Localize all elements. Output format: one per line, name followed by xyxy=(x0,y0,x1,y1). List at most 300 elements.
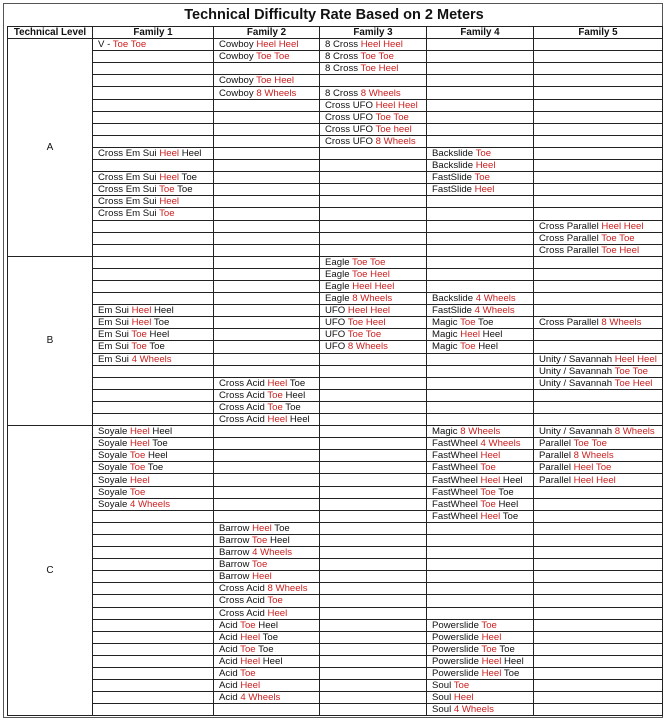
family-5-cell xyxy=(534,293,663,305)
move-variant-text: Heel xyxy=(480,474,501,486)
move-variant-text: Heel xyxy=(481,668,502,680)
move-variant-text: Heel xyxy=(474,184,495,196)
move-name-text: Soyale xyxy=(98,486,130,498)
family-3-cell xyxy=(320,474,427,486)
family-2-cell xyxy=(214,172,320,184)
family-1-cell xyxy=(93,268,214,280)
difficulty-table xyxy=(7,26,663,716)
move-name-text: Soul xyxy=(432,680,454,692)
move-name-text: Heel xyxy=(480,329,503,341)
family-3-cell xyxy=(320,559,427,571)
table-row xyxy=(8,401,663,413)
move-variant-text: 8 Wheels xyxy=(375,135,416,147)
move-name-text: Backslide xyxy=(432,160,476,172)
move-variant-text: Heel xyxy=(131,305,152,317)
family-2-cell xyxy=(214,498,320,510)
family-2-cell xyxy=(214,208,320,220)
move-variant-text: Toe xyxy=(460,341,476,353)
move-name-text: Barrow xyxy=(219,522,253,534)
family-4-cell xyxy=(427,377,534,389)
move-variant-text: Heel xyxy=(267,414,288,426)
family-4-cell xyxy=(427,522,534,534)
move-name-text: Soul xyxy=(432,692,454,704)
family-1-cell xyxy=(93,305,214,317)
move-name-text: Cross Parallel xyxy=(539,220,602,232)
family-4-cell xyxy=(427,438,534,450)
family-5-cell xyxy=(534,450,663,462)
move-variant-text: Heel xyxy=(252,522,272,534)
family-5-cell xyxy=(534,305,663,317)
family-1-cell xyxy=(93,244,214,256)
family-3-cell xyxy=(320,51,427,63)
family-1-cell xyxy=(93,607,214,619)
family-4-cell xyxy=(427,305,534,317)
move-name-text: Em Sui xyxy=(98,341,132,353)
table-row xyxy=(8,39,663,51)
move-variant-text: Toe Toe xyxy=(352,256,386,268)
family-2-cell xyxy=(214,377,320,389)
header-row xyxy=(8,27,663,39)
family-3-cell xyxy=(320,643,427,655)
move-name-text: FastWheel xyxy=(432,438,481,450)
table-row xyxy=(8,377,663,389)
move-name-text: Toe xyxy=(146,341,165,353)
move-variant-text: 4 Wheels xyxy=(240,692,281,704)
family-2-cell xyxy=(214,329,320,341)
family-5-cell xyxy=(534,631,663,643)
move-variant-text: Heel Heel xyxy=(352,281,395,293)
family-4-cell xyxy=(427,51,534,63)
table-row xyxy=(8,389,663,401)
family-5-cell xyxy=(534,692,663,704)
move-name-text: Heel xyxy=(145,450,168,462)
table-row xyxy=(8,438,663,450)
family-1-cell xyxy=(93,510,214,522)
family-2-cell xyxy=(214,268,320,280)
family-2-cell xyxy=(214,462,320,474)
family-2-cell xyxy=(214,220,320,232)
family-1-cell xyxy=(93,692,214,704)
header-family-5: Family 5 xyxy=(534,27,663,39)
move-name-text: Eagle xyxy=(325,256,353,268)
family-2-cell xyxy=(214,293,320,305)
family-4-cell xyxy=(427,160,534,172)
move-name-text: Cross Em Sui xyxy=(98,172,160,184)
family-3-cell xyxy=(320,99,427,111)
move-variant-text: Toe xyxy=(267,401,283,413)
family-5-cell xyxy=(534,135,663,147)
family-5-cell xyxy=(534,172,663,184)
family-5-cell xyxy=(534,147,663,159)
family-3-cell xyxy=(320,280,427,292)
family-3-cell xyxy=(320,534,427,546)
move-name-text: Em Sui xyxy=(98,329,132,341)
move-name-text: Acid xyxy=(219,643,241,655)
move-variant-text: Toe xyxy=(474,172,490,184)
family-4-cell xyxy=(427,389,534,401)
family-3-cell xyxy=(320,147,427,159)
family-3-cell xyxy=(320,87,427,99)
table-row xyxy=(8,75,663,87)
family-5-cell xyxy=(534,232,663,244)
family-3-cell xyxy=(320,123,427,135)
family-2-cell xyxy=(214,680,320,692)
table-row xyxy=(8,607,663,619)
family-5-cell xyxy=(534,498,663,510)
family-1-cell xyxy=(93,87,214,99)
move-variant-text: Heel Heel xyxy=(347,305,391,317)
family-4-cell xyxy=(427,256,534,268)
family-1-cell xyxy=(93,547,214,559)
move-name-text: Powerslide xyxy=(432,655,482,667)
family-4-cell xyxy=(427,583,534,595)
family-2-cell xyxy=(214,595,320,607)
technical-level-cell: C xyxy=(8,426,93,716)
move-name-text: Parallel xyxy=(539,462,574,474)
table-row xyxy=(8,99,663,111)
family-1-cell xyxy=(93,534,214,546)
family-1-cell xyxy=(93,256,214,268)
family-4-cell xyxy=(427,341,534,353)
family-1-cell xyxy=(93,51,214,63)
move-name-text: Powerslide xyxy=(432,668,482,680)
move-name-text: Soyale xyxy=(98,474,130,486)
family-4-cell xyxy=(427,559,534,571)
move-name-text: Toe xyxy=(282,401,301,413)
family-3-cell xyxy=(320,607,427,619)
table-row xyxy=(8,474,663,486)
family-2-cell xyxy=(214,510,320,522)
move-name-text: Toe xyxy=(475,317,494,329)
family-3-cell xyxy=(320,305,427,317)
move-variant-text: Heel xyxy=(159,196,180,208)
family-2-cell xyxy=(214,631,320,643)
move-variant-text: Heel xyxy=(240,631,261,643)
family-4-cell xyxy=(427,232,534,244)
family-1-cell xyxy=(93,631,214,643)
technical-level-cell: B xyxy=(8,256,93,425)
move-variant-text: 8 Wheels xyxy=(360,87,401,99)
move-variant-text: Toe Heel xyxy=(256,75,295,87)
family-3-cell xyxy=(320,498,427,510)
move-variant-text: 8 Wheels xyxy=(352,293,393,305)
header-family-2: Family 2 xyxy=(214,27,320,39)
table-row xyxy=(8,547,663,559)
family-4-cell xyxy=(427,692,534,704)
move-name-text: Magic xyxy=(432,426,461,438)
move-name-text: Cross Parallel xyxy=(539,317,602,329)
move-variant-text: Heel xyxy=(480,510,501,522)
family-4-cell xyxy=(427,680,534,692)
header-family-4: Family 4 xyxy=(427,27,534,39)
move-name-text: UFO xyxy=(325,329,348,341)
move-name-text: Powerslide xyxy=(432,643,482,655)
move-variant-text: 4 Wheels xyxy=(475,293,516,305)
family-1-cell xyxy=(93,111,214,123)
family-5-cell xyxy=(534,401,663,413)
family-5-cell xyxy=(534,341,663,353)
family-5-cell xyxy=(534,486,663,498)
table-row xyxy=(8,329,663,341)
family-5-cell xyxy=(534,559,663,571)
move-name-text: Eagle xyxy=(325,281,353,293)
family-2-cell xyxy=(214,547,320,559)
move-variant-text: Toe Toe xyxy=(601,232,635,244)
family-1-cell xyxy=(93,401,214,413)
family-2-cell xyxy=(214,305,320,317)
header-family-3: Family 3 xyxy=(320,27,427,39)
family-4-cell xyxy=(427,244,534,256)
family-4-cell xyxy=(427,293,534,305)
move-variant-text: Toe Heel xyxy=(601,244,640,256)
family-2-cell xyxy=(214,607,320,619)
table-row xyxy=(8,510,663,522)
family-4-cell xyxy=(427,486,534,498)
move-name-text: 8 Cross xyxy=(325,39,361,51)
move-variant-text: Heel Heel xyxy=(375,99,418,111)
move-name-text: Heel xyxy=(267,534,290,546)
family-2-cell xyxy=(214,559,320,571)
move-name-text: UFO xyxy=(325,305,348,317)
family-5-cell xyxy=(534,414,663,426)
family-4-cell xyxy=(427,329,534,341)
family-3-cell xyxy=(320,172,427,184)
family-5-cell xyxy=(534,51,663,63)
move-variant-text: Heel xyxy=(131,317,152,329)
family-2-cell xyxy=(214,643,320,655)
family-2-cell xyxy=(214,39,320,51)
family-5-cell xyxy=(534,208,663,220)
move-variant-text: 4 Wheels xyxy=(474,305,515,317)
table-row xyxy=(8,220,663,232)
move-variant-text: 4 Wheels xyxy=(131,353,172,365)
move-name-text: Unity / Savannah xyxy=(539,353,615,365)
move-variant-text: Toe xyxy=(129,486,146,498)
family-3-cell xyxy=(320,655,427,667)
move-name-text: Cross Parallel xyxy=(539,232,602,244)
family-4-cell xyxy=(427,704,534,716)
family-2-cell xyxy=(214,135,320,147)
table-row xyxy=(8,244,663,256)
move-name-text: 8 Cross xyxy=(325,51,361,63)
family-5-cell xyxy=(534,353,663,365)
move-variant-text: Toe xyxy=(453,680,470,692)
table-row xyxy=(8,595,663,607)
family-5-cell xyxy=(534,123,663,135)
move-variant-text: Toe heel xyxy=(375,123,412,135)
family-4-cell xyxy=(427,75,534,87)
family-1-cell xyxy=(93,595,214,607)
table-row xyxy=(8,172,663,184)
family-5-cell xyxy=(534,534,663,546)
family-3-cell xyxy=(320,522,427,534)
family-2-cell xyxy=(214,280,320,292)
move-name-text: Toe xyxy=(260,631,279,643)
table-row xyxy=(8,631,663,643)
move-name-text: Heel xyxy=(495,498,519,510)
move-variant-text: Toe xyxy=(240,643,256,655)
family-5-cell xyxy=(534,643,663,655)
family-4-cell xyxy=(427,99,534,111)
family-2-cell xyxy=(214,317,320,329)
family-3-cell xyxy=(320,426,427,438)
move-variant-text: 4 Wheels xyxy=(453,704,494,716)
move-name-text: Acid xyxy=(219,668,241,680)
family-5-cell xyxy=(534,184,663,196)
table-row xyxy=(8,643,663,655)
family-5-cell xyxy=(534,365,663,377)
family-3-cell xyxy=(320,232,427,244)
family-5-cell xyxy=(534,583,663,595)
family-3-cell xyxy=(320,208,427,220)
move-name-text: Cross Acid xyxy=(219,401,268,413)
move-variant-text: Heel xyxy=(267,377,288,389)
table-row xyxy=(8,692,663,704)
move-variant-text: Heel xyxy=(252,571,272,583)
family-4-cell xyxy=(427,147,534,159)
table-row xyxy=(8,160,663,172)
table-body xyxy=(8,39,663,716)
table-row xyxy=(8,619,663,631)
move-name-text: Magic xyxy=(432,329,461,341)
move-variant-text: 8 Wheels xyxy=(601,317,642,329)
family-2-cell xyxy=(214,51,320,63)
family-5-cell xyxy=(534,522,663,534)
family-1-cell xyxy=(93,353,214,365)
table-row xyxy=(8,305,663,317)
move-name-text: Cross UFO xyxy=(325,135,376,147)
family-3-cell xyxy=(320,365,427,377)
table-row xyxy=(8,87,663,99)
move-variant-text: Heel xyxy=(159,147,180,159)
move-name-text: Barrow xyxy=(219,547,253,559)
family-3-cell xyxy=(320,619,427,631)
move-name-text: Backslide xyxy=(432,147,476,159)
family-1-cell xyxy=(93,643,214,655)
move-variant-text: Heel Toe xyxy=(573,462,612,474)
family-1-cell xyxy=(93,365,214,377)
table-row xyxy=(8,256,663,268)
family-4-cell xyxy=(427,450,534,462)
move-name-text: Eagle xyxy=(325,268,353,280)
move-name-text: Toe xyxy=(174,184,193,196)
move-variant-text: Toe xyxy=(240,668,256,680)
move-name-text: Em Sui xyxy=(98,305,132,317)
move-name-text: Em Sui xyxy=(98,317,132,329)
move-name-text: Magic xyxy=(432,341,461,353)
family-5-cell xyxy=(534,256,663,268)
family-2-cell xyxy=(214,232,320,244)
table-row xyxy=(8,51,663,63)
move-name-text: Cross Acid xyxy=(219,377,268,389)
family-5-cell xyxy=(534,704,663,716)
family-3-cell xyxy=(320,680,427,692)
family-2-cell xyxy=(214,704,320,716)
move-name-text: FastSlide xyxy=(432,184,475,196)
family-5-cell xyxy=(534,426,663,438)
table-row xyxy=(8,147,663,159)
move-variant-text: Heel xyxy=(475,160,496,172)
move-variant-text: Toe xyxy=(251,559,268,571)
family-4-cell xyxy=(427,607,534,619)
family-5-cell xyxy=(534,280,663,292)
family-4-cell xyxy=(427,414,534,426)
family-4-cell xyxy=(427,268,534,280)
move-variant-text: Heel xyxy=(130,474,150,486)
move-name-text: 8 Cross xyxy=(325,87,361,99)
move-variant-text: Heel Heel xyxy=(573,474,616,486)
move-name-text: Toe xyxy=(151,317,170,329)
family-5-cell xyxy=(534,438,663,450)
table-row xyxy=(8,196,663,208)
family-4-cell xyxy=(427,135,534,147)
move-name-text: Heel xyxy=(146,329,170,341)
family-4-cell xyxy=(427,547,534,559)
move-variant-text: Heel xyxy=(240,655,261,667)
move-variant-text: Toe xyxy=(131,341,147,353)
move-name-text: Heel xyxy=(149,426,173,438)
family-2-cell xyxy=(214,438,320,450)
move-name-text: FastWheel xyxy=(432,510,481,522)
family-3-cell xyxy=(320,196,427,208)
move-name-text: Toe xyxy=(500,510,519,522)
family-5-cell xyxy=(534,547,663,559)
family-3-cell xyxy=(320,75,427,87)
family-1-cell xyxy=(93,99,214,111)
table-row xyxy=(8,317,663,329)
family-2-cell xyxy=(214,244,320,256)
table-row xyxy=(8,414,663,426)
move-name-text: Unity / Savannah xyxy=(539,377,615,389)
family-2-cell xyxy=(214,414,320,426)
move-variant-text: 8 Wheels xyxy=(256,87,297,99)
family-3-cell xyxy=(320,510,427,522)
move-name-text: Eagle xyxy=(325,293,353,305)
family-5-cell xyxy=(534,317,663,329)
family-1-cell xyxy=(93,341,214,353)
family-4-cell xyxy=(427,655,534,667)
family-4-cell xyxy=(427,87,534,99)
move-variant-text: 8 Wheels xyxy=(614,426,655,438)
family-3-cell xyxy=(320,377,427,389)
family-2-cell xyxy=(214,692,320,704)
family-1-cell xyxy=(93,39,214,51)
table-row xyxy=(8,667,663,679)
move-name-text: Cross Em Sui xyxy=(98,147,160,159)
move-name-text: Cowboy xyxy=(219,39,257,51)
family-2-cell xyxy=(214,534,320,546)
family-5-cell xyxy=(534,680,663,692)
move-variant-text: 8 Wheels xyxy=(347,341,388,353)
family-3-cell xyxy=(320,704,427,716)
family-3-cell xyxy=(320,268,427,280)
move-name-text: Toe xyxy=(496,643,515,655)
move-name-text: 8 Cross xyxy=(325,63,361,75)
move-name-text: Toe xyxy=(271,522,290,534)
family-4-cell xyxy=(427,643,534,655)
move-name-text: FastWheel xyxy=(432,474,481,486)
move-name-text: Acid xyxy=(219,692,241,704)
family-4-cell xyxy=(427,619,534,631)
family-4-cell xyxy=(427,571,534,583)
family-4-cell xyxy=(427,220,534,232)
family-2-cell xyxy=(214,63,320,75)
move-name-text: Parallel xyxy=(539,438,574,450)
table-row xyxy=(8,571,663,583)
family-2-cell xyxy=(214,426,320,438)
family-4-cell xyxy=(427,667,534,679)
family-1-cell xyxy=(93,426,214,438)
